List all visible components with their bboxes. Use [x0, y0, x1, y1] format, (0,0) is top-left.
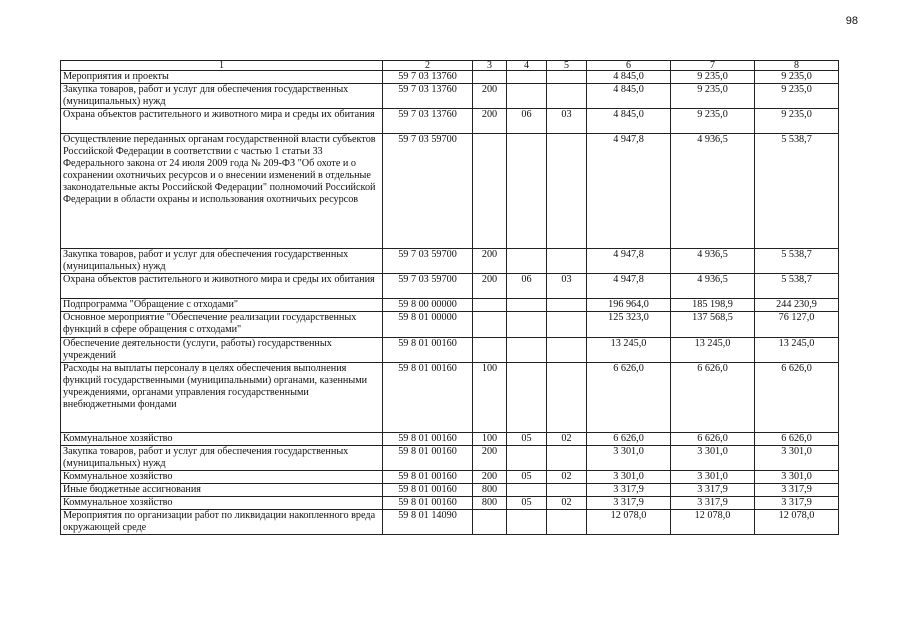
row-name-cell: Иные бюджетные ассигнования	[61, 484, 383, 497]
row-value-col6: 4 947,8	[587, 249, 671, 274]
row-value-col8: 5 538,7	[755, 249, 839, 274]
header-cell: 5	[547, 61, 587, 71]
row-name-cell: Мероприятия и проекты	[61, 71, 383, 84]
row-value-col7: 3 301,0	[671, 446, 755, 471]
row-value-col7: 9 235,0	[671, 109, 755, 134]
row-value-col7: 185 198,9	[671, 299, 755, 312]
row-pr-cell	[547, 363, 587, 433]
header-cell: 4	[507, 61, 547, 71]
table-row	[61, 433, 839, 446]
table-row	[61, 497, 839, 510]
row-vr-cell: 200	[473, 109, 507, 134]
row-rz-cell	[507, 134, 547, 249]
row-rz-cell	[507, 249, 547, 274]
row-vr-cell: 800	[473, 497, 507, 510]
row-code-cell: 59 7 03 59700	[383, 249, 473, 274]
row-value-col6: 3 301,0	[587, 446, 671, 471]
row-value-col6: 125 323,0	[587, 312, 671, 338]
row-pr-cell: 02	[547, 433, 587, 446]
row-code-cell: 59 7 03 59700	[383, 134, 473, 249]
table-row	[61, 71, 839, 84]
row-rz-cell: 06	[507, 274, 547, 299]
row-name-cell: Обеспечение деятельности (услуги, работы) государственных учреждений	[61, 338, 383, 363]
budget-table	[60, 60, 839, 535]
table-row	[61, 274, 839, 299]
row-pr-cell	[547, 299, 587, 312]
row-name-cell: Коммунальное хозяйство	[61, 433, 383, 446]
table-row	[61, 134, 839, 249]
row-vr-cell	[473, 134, 507, 249]
row-pr-cell: 03	[547, 109, 587, 134]
row-value-col6: 4 845,0	[587, 84, 671, 109]
header-cell: 2	[383, 61, 473, 71]
header-cell: 8	[755, 61, 839, 71]
row-value-col6: 3 301,0	[587, 471, 671, 484]
row-value-col7: 3 317,9	[671, 484, 755, 497]
row-pr-cell	[547, 338, 587, 363]
row-code-cell: 59 8 01 00160	[383, 338, 473, 363]
row-value-col6: 6 626,0	[587, 433, 671, 446]
row-name-cell: Закупка товаров, работ и услуг для обеспечения государственных (муниципальных) нужд	[61, 84, 383, 109]
row-value-col6: 12 078,0	[587, 510, 671, 535]
row-pr-cell: 02	[547, 471, 587, 484]
row-name-cell: Осуществление переданных органам государственной власти субъектов Российской Федерации в соответствии с частью 1 статьи 33 Федерального закона от 24 июля 2009 года № 209-ФЗ "Об охоте и о сохранении охотничьих ресурсов и о внесении изменений в отдельные законодательные акты Российской Федерации" полномочий Российской Федерации в области охраны и использования охотничьих ресурсов	[61, 134, 383, 249]
row-rz-cell	[507, 312, 547, 338]
row-value-col8: 76 127,0	[755, 312, 839, 338]
row-rz-cell	[507, 510, 547, 535]
table-row	[61, 312, 839, 338]
row-code-cell: 59 8 01 00160	[383, 363, 473, 433]
table-row	[61, 484, 839, 497]
row-code-cell: 59 7 03 59700	[383, 274, 473, 299]
row-value-col7: 4 936,5	[671, 134, 755, 249]
row-code-cell: 59 8 01 00160	[383, 433, 473, 446]
row-code-cell: 59 7 03 13760	[383, 71, 473, 84]
row-pr-cell	[547, 312, 587, 338]
table-row	[61, 338, 839, 363]
row-pr-cell	[547, 134, 587, 249]
header-cell: 3	[473, 61, 507, 71]
row-vr-cell	[473, 312, 507, 338]
row-value-col8: 13 245,0	[755, 338, 839, 363]
row-code-cell: 59 8 01 00160	[383, 446, 473, 471]
row-name-cell: Основное мероприятие "Обеспечение реализации государственных функций в сфере обращения с отходами"	[61, 312, 383, 338]
row-vr-cell: 100	[473, 363, 507, 433]
table-row	[61, 446, 839, 471]
row-vr-cell: 200	[473, 249, 507, 274]
row-value-col8: 244 230,9	[755, 299, 839, 312]
header-cell: 1	[61, 61, 383, 71]
row-value-col8: 12 078,0	[755, 510, 839, 535]
row-value-col6: 4 845,0	[587, 109, 671, 134]
row-value-col7: 6 626,0	[671, 363, 755, 433]
row-value-col6: 4 947,8	[587, 134, 671, 249]
page-number: 98	[845, 15, 858, 27]
row-rz-cell	[507, 299, 547, 312]
row-vr-cell: 200	[473, 471, 507, 484]
table-row	[61, 471, 839, 484]
row-value-col7: 13 245,0	[671, 338, 755, 363]
row-name-cell: Закупка товаров, работ и услуг для обеспечения государственных (муниципальных) нужд	[61, 446, 383, 471]
row-vr-cell: 200	[473, 446, 507, 471]
row-rz-cell: 05	[507, 497, 547, 510]
row-pr-cell	[547, 249, 587, 274]
header-cell: 6	[587, 61, 671, 71]
row-name-cell: Охрана объектов растительного и животного мира и среды их обитания	[61, 274, 383, 299]
row-value-col6: 4 947,8	[587, 274, 671, 299]
row-value-col7: 3 317,9	[671, 497, 755, 510]
table-row	[61, 299, 839, 312]
row-name-cell: Расходы на выплаты персоналу в целях обеспечения выполнения функций государственными (муниципальными) органами, казенными учреждениями, органами управления государственными внебюджетными фондами	[61, 363, 383, 433]
row-name-cell: Подпрограмма "Обращение с отходами"	[61, 299, 383, 312]
row-pr-cell	[547, 71, 587, 84]
row-value-col6: 13 245,0	[587, 338, 671, 363]
row-code-cell: 59 8 01 00000	[383, 312, 473, 338]
row-value-col7: 9 235,0	[671, 71, 755, 84]
row-value-col7: 3 301,0	[671, 471, 755, 484]
row-name-cell: Охрана объектов растительного и животного мира и среды их обитания	[61, 109, 383, 134]
row-vr-cell: 200	[473, 274, 507, 299]
row-value-col6: 3 317,9	[587, 497, 671, 510]
row-name-cell: Мероприятия по организации работ по ликвидации накопленного вреда окружающей среде	[61, 510, 383, 535]
row-name-cell: Коммунальное хозяйство	[61, 471, 383, 484]
row-vr-cell	[473, 510, 507, 535]
row-value-col8: 6 626,0	[755, 433, 839, 446]
table-row	[61, 109, 839, 134]
row-vr-cell	[473, 299, 507, 312]
table-row	[61, 249, 839, 274]
row-value-col6: 4 845,0	[587, 71, 671, 84]
table-header-row	[61, 61, 839, 71]
row-rz-cell	[507, 338, 547, 363]
row-rz-cell	[507, 446, 547, 471]
row-value-col7: 12 078,0	[671, 510, 755, 535]
row-value-col8: 3 317,9	[755, 484, 839, 497]
row-vr-cell: 100	[473, 433, 507, 446]
row-code-cell: 59 8 01 00160	[383, 471, 473, 484]
row-pr-cell: 02	[547, 497, 587, 510]
row-code-cell: 59 7 03 13760	[383, 109, 473, 134]
row-code-cell: 59 7 03 13760	[383, 84, 473, 109]
row-rz-cell	[507, 71, 547, 84]
row-value-col7: 4 936,5	[671, 249, 755, 274]
row-value-col8: 3 317,9	[755, 497, 839, 510]
row-rz-cell: 05	[507, 433, 547, 446]
row-pr-cell	[547, 484, 587, 497]
row-value-col7: 4 936,5	[671, 274, 755, 299]
table-row	[61, 84, 839, 109]
row-rz-cell	[507, 363, 547, 433]
row-name-cell: Коммунальное хозяйство	[61, 497, 383, 510]
row-vr-cell: 800	[473, 484, 507, 497]
row-value-col8: 9 235,0	[755, 84, 839, 109]
row-value-col6: 3 317,9	[587, 484, 671, 497]
row-vr-cell	[473, 338, 507, 363]
row-value-col8: 3 301,0	[755, 471, 839, 484]
row-value-col6: 196 964,0	[587, 299, 671, 312]
row-vr-cell: 200	[473, 84, 507, 109]
row-vr-cell	[473, 71, 507, 84]
row-value-col6: 6 626,0	[587, 363, 671, 433]
row-value-col8: 5 538,7	[755, 134, 839, 249]
row-rz-cell	[507, 484, 547, 497]
row-code-cell: 59 8 00 00000	[383, 299, 473, 312]
table-row	[61, 510, 839, 535]
row-rz-cell	[507, 84, 547, 109]
row-rz-cell: 05	[507, 471, 547, 484]
row-value-col8: 9 235,0	[755, 109, 839, 134]
row-value-col8: 9 235,0	[755, 71, 839, 84]
row-pr-cell: 03	[547, 274, 587, 299]
row-value-col7: 9 235,0	[671, 84, 755, 109]
row-value-col8: 6 626,0	[755, 363, 839, 433]
row-pr-cell	[547, 84, 587, 109]
row-value-col8: 5 538,7	[755, 274, 839, 299]
row-value-col8: 3 301,0	[755, 446, 839, 471]
row-code-cell: 59 8 01 14090	[383, 510, 473, 535]
row-rz-cell: 06	[507, 109, 547, 134]
row-value-col7: 137 568,5	[671, 312, 755, 338]
row-pr-cell	[547, 510, 587, 535]
row-name-cell: Закупка товаров, работ и услуг для обеспечения государственных (муниципальных) нужд	[61, 249, 383, 274]
row-code-cell: 59 8 01 00160	[383, 484, 473, 497]
row-pr-cell	[547, 446, 587, 471]
row-value-col7: 6 626,0	[671, 433, 755, 446]
table-row	[61, 363, 839, 433]
row-code-cell: 59 8 01 00160	[383, 497, 473, 510]
header-cell: 7	[671, 61, 755, 71]
